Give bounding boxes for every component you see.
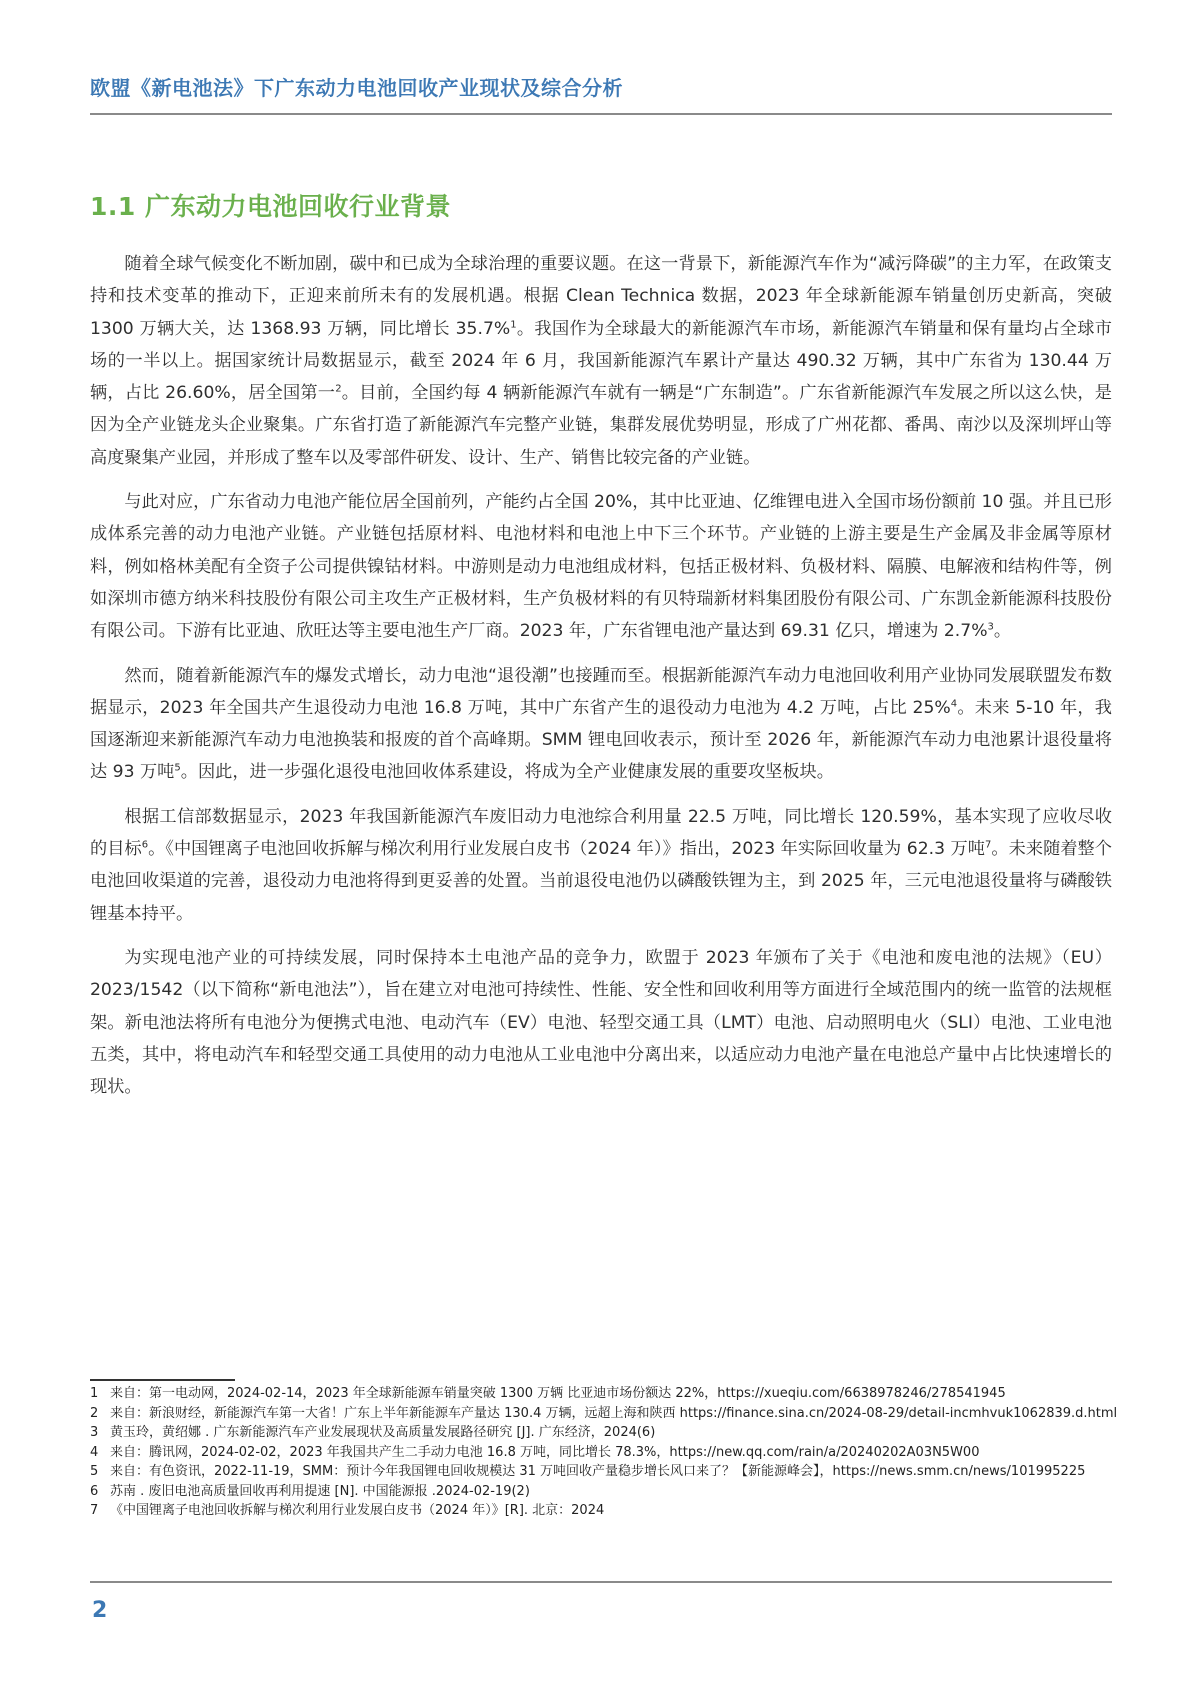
footnote-3 [90,1423,1120,1443]
footnote-text: 黄玉玲，黄绍娜 . 广东新能源汽车产业发展现状及高质量发展路径研究 [J]. 广东经济，2024(6) [110,1425,656,1440]
paragraph-text: 。未来随着整个电池回收渠道的完善，退役动力电池将得到更妥善的处置。当前退役电池仍以磷酸铁锂为主，到 2025 年，三元电池退役量将与磷酸铁锂基本持平。 [90,839,1112,924]
paragraph-4 [90,801,1112,930]
paragraph-text: 。未来 5-10 年，我国逐渐迎来新能源汽车动力电池换装和报废的首个高峰期。SMM 锂电回收表示，预计至 2026 年，新能源汽车动力电池累计退役量将达 93 万吨 [90,697,1112,783]
paragraph-text: 随着全球气候变化不断加剧，碳中和已成为全球治理的重要议题。在这一背景下，新能源汽车作为“减污降碳”的主力军，在政策支持和技术变革的推动下，正迎来前所未有的发展机遇。根据 Clean Technica 数据，2023 年全球新能源车销量创历史新高，突破 1300 万辆大关，达 1368.93 万辆，同比增长 35.7% [90,254,1112,339]
footnote-number: 2 [90,1405,99,1421]
footnote-ref-6[interactable]: 6 [141,839,149,851]
footnote-ref-1[interactable]: 1 [510,318,517,330]
footnotes [90,1384,1120,1521]
paragraph-3 [90,660,1112,789]
paragraph-text: 。目前，全国约每 4 辆新能源汽车就有一辆是“广东制造”。广东省新能源汽车发展之所以这么快，是因为全产业链龙头企业聚集。广东省打造了新能源汽车完整产业链，集群发展优势明显，形成了广州花都、番禺、南沙以及深圳坪山等高度聚集产业园，并形成了整车以及零部件研发、设计、生产、销售比较完备的产业链。 [90,383,1112,468]
footnote-number: 3 [90,1425,99,1440]
paragraph-text: 然而，随着新能源汽车的爆发式增长，动力电池“退役潮”也接踵而至。根据新能源汽车动力电池回收利用产业协同发展联盟发布数据显示，2023 年全国共产生退役动力电池 16.8 万吨，其中广东省产生的退役动力电池为 4.2 万吨，占比 25% [90,665,1112,718]
footer-divider [90,1581,1112,1583]
paragraph-text: 为实现电池产业的可持续发展，同时保持本土电池产品的竞争力，欧盟于 2023 年颁布了关于《电池和废电池的法规》（EU）2023/1542（以下简称“新电池法”），旨在建立对电池可持续性、性能、安全性和回收利用等方面进行全域范围内的统一监管的法规框架。新电池法将所有电池分为便携式电池、电动汽车（EV）电池、轻型交通工具（LMT）电池、启动照明电火（SLI）电池、工业电池五类，其中，将电动汽车和轻型交通工具使用的动力电池从工业电池中分离出来，以适应动力电池产量在电池总产量中占比快速增长的现状。 [90,947,1112,1098]
footnote-ref-3[interactable]: 3 [987,621,994,633]
footnote-text: 来自：新浪财经，新能源汽车第一大省！广东上半年新能源车产量达 130.4 万辆，远超上海和陕西 https://finance.sina.cn/2024-08-29/detail-incmhvuk1062839.d.html [110,1405,1118,1421]
footnote-5 [90,1462,1120,1482]
paragraph-text: 。《中国锂离子电池回收拆解与梯次利用行业发展白皮书（2024 年）》指出，2023 年实际回收量为 62.3 万吨 [148,839,985,860]
paragraph-1 [90,248,1112,474]
paragraph-text: 。我国作为全球最大的新能源汽车市场，新能源汽车销量和保有量均占全球市场的一半以上。据国家统计局数据显示，截至 2024 年 6 月，我国新能源汽车累计产量达 490.32 万辆，其中广东省为 130.44 万辆，占比 26.60%，居全国第一 [90,318,1112,404]
footnote-text: 苏南 . 废旧电池高质量回收再利用提速 [N]. 中国能源报 .2024-02-19(2) [110,1483,530,1499]
footnote-text: 来自：有色资讯，2022-11-19，SMM：预计今年我国锂电回收规模达 31 万吨回收产量稳步增长风口来了？【新能源峰会】，https://news.smm.cn/news/101995225 [110,1464,1086,1479]
footnote-4 [90,1443,1120,1463]
footnote-number: 7 [90,1503,99,1518]
body-text [90,248,1112,1115]
footnote-text: 来自：第一电动网，2024-02-14，2023 年全球新能源车销量突破 1300 万辆 比亚迪市场份额达 22%，https://xueqiu.com/6638978246/278541945 [110,1386,1006,1401]
running-header-title: 欧盟《新电池法》下广东动力电池回收产业现状及综合分析 [90,76,623,100]
footnote-1 [90,1384,1120,1404]
footnote-ref-4[interactable]: 4 [950,698,958,710]
paragraph-text: 根据工信部数据显示，2023 年我国新能源汽车废旧动力电池综合利用量 22.5 万吨，同比增长 120.59%，基本实现了应收尽收的目标 [90,806,1112,860]
footnote-number: 5 [90,1464,99,1479]
footnote-ref-7[interactable]: 7 [985,839,992,851]
footnote-divider [90,1379,235,1381]
footnote-number: 1 [90,1386,99,1401]
header-divider [90,113,1112,115]
paragraph-text: 与此对应，广东省动力电池产能位居全国前列，产能约占全国 20%，其中比亚迪、亿维锂电进入全国市场份额前 10 强。并且已形成体系完善的动力电池产业链。产业链包括原材料、电池材料和电池上中下三个环节。产业链的上游主要是生产金属及非金属等原材料，例如格林美配有全资子公司提供镍钴材料。中游则是动力电池组成材料，包括正极材料、负极材料、隔膜、电解液和结构件等，例如深圳市德方纳米科技股份有限公司主攻生产正极材料，生产负极材料的有贝特瑞新材料集团股份有限公司、广东凯金新能源科技股份有限公司。下游有比亚迪、欣旺达等主要电池生产厂商。2023 年，广东省锂电池产量达到 69.31 亿只，增速为 2.7% [90,492,1112,642]
paragraph-2 [90,486,1112,647]
section-title: 1.1 广东动力电池回收行业背景 [90,192,451,221]
footnote-ref-5[interactable]: 5 [174,762,181,774]
footnote-7 [90,1501,1120,1521]
footnote-number: 6 [90,1483,99,1499]
footnote-ref-2[interactable]: 2 [335,383,342,395]
paragraph-5 [90,942,1112,1103]
paragraph-text: 。 [993,621,1012,642]
footnote-number: 4 [90,1444,99,1460]
footnote-6 [90,1482,1120,1502]
footnote-text: 来自：腾讯网，2024-02-02，2023 年我国共产生二手动力电池 16.8 万吨，同比增长 78.3%，https://new.qq.com/rain/a/20240202A03N5W00 [110,1444,980,1460]
paragraph-text: 。因此，进一步强化退役电池回收体系建设，将成为全产业健康发展的重要攻坚板块。 [180,762,834,783]
footnote-2 [90,1404,1120,1424]
page-number: 2 [92,1598,108,1623]
footnote-text: 《中国锂离子电池回收拆解与梯次利用行业发展白皮书（2024 年）》[R]. 北京：2024 [110,1503,605,1518]
